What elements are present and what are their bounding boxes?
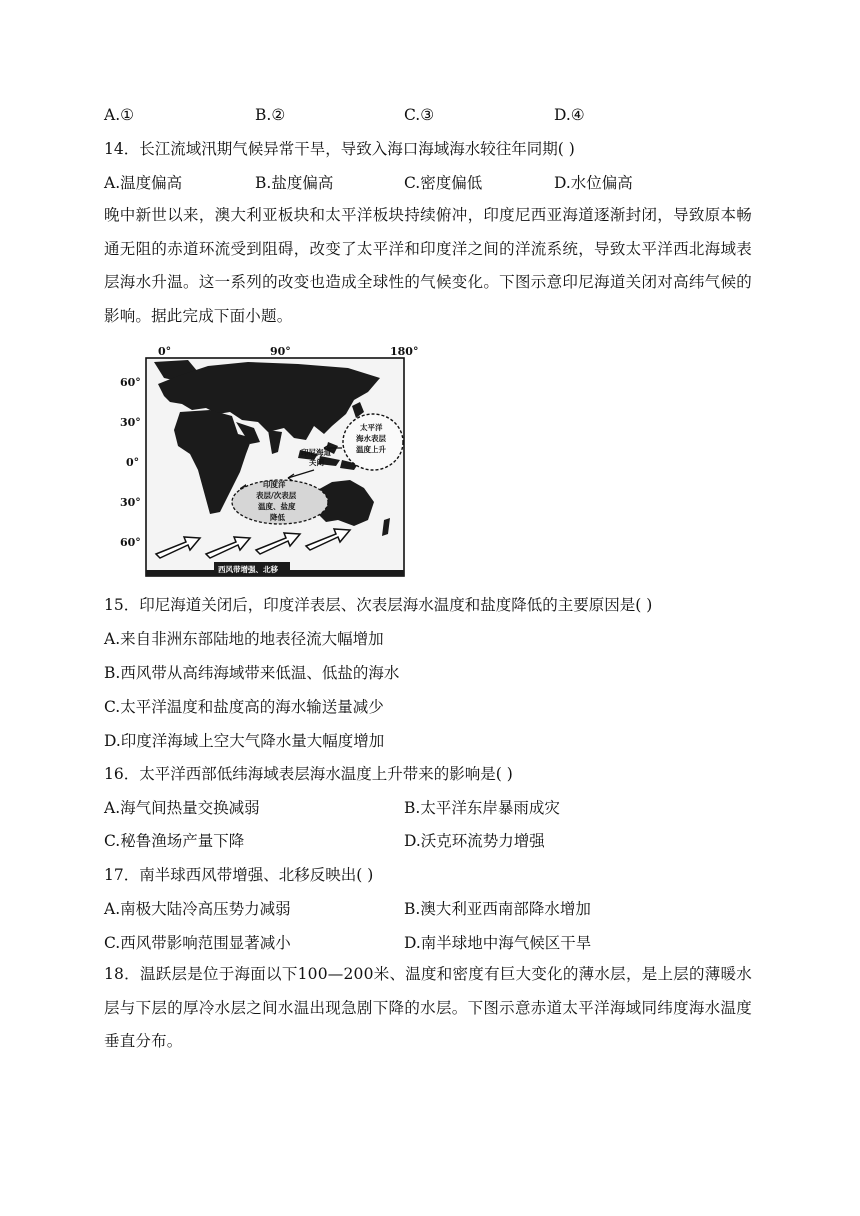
indian-label-line2: 表层/次表层 [256,491,297,500]
pacific-label-line2: 海水表层 [356,434,386,443]
passage-text: 晚中新世以来，澳大利亚板块和太平洋板块持续俯冲，印度尼西亚海道逐渐封闭，导致原本畅通无阻的赤道环流受到阻碍，改变了太平洋和印度洋之间的洋流系统，导致太平洋西北海域表层海水升温。这一系列的改变也造成全球性的气候变化。下图示意印尼海道关闭对高纬气候的影响。据此完成下面小题。 [104,206,752,325]
lat-label-30s: 30° [120,496,141,509]
lon-label-90: 90° [270,345,291,358]
q17-option-d: D.南半球地中海气候区干旱 [404,934,592,952]
q17-option-a: A.南极大陆冷高压势力减弱 [104,900,291,918]
q14-option-d: D.水位偏高 [554,174,633,192]
lat-label-60s: 60° [120,536,141,549]
q16-option-d: D.沃克环流势力增强 [404,832,545,850]
q18-text: 18．温跃层是位于海面以下100—200米、温度和密度有巨大变化的薄水层，是上层的薄暖水层与下层的厚冷水层之间水温出现急剧下降的水层。下图示意赤道太平洋海域同纬度海水温度垂直分布。 [104,965,752,1050]
lat-label-0: 0° [126,456,140,469]
q14-stem: 14．长江流域汛期气候异常干旱，导致入海口海域海水较往年同期( ) [104,140,575,158]
lon-label-0: 0° [158,345,172,358]
westerly-label: 西风带增强、北移 [218,565,278,574]
lon-label-180: 180° [390,345,419,358]
strait-label-line1: 印尼海道 [301,448,331,457]
q16-option-b: B.太平洋东岸暴雨成灾 [404,799,560,817]
q13-option-a: A.① [104,106,135,124]
indian-label-line4: 降低 [270,513,285,522]
q14-option-c: C.密度偏低 [404,174,483,192]
q13-option-b: B.② [255,106,286,124]
lat-label-60n: 60° [120,376,141,389]
q16-stem: 16．太平洋西部低纬海域表层海水温度上升带来的影响是( ) [104,765,513,783]
q16-option-c: C.秘鲁渔场产量下降 [104,832,245,850]
indian-label-line1: 印度洋 [263,480,286,489]
pacific-label-line3: 温度上升 [356,445,386,454]
q15-option-b: B.西风带从高纬海域带来低温、低盐的海水 [104,664,400,682]
world-map [118,342,419,580]
q17-option-b: B.澳大利亚西南部降水增加 [404,900,591,918]
strait-label-line2: 关闭 [309,458,324,467]
q15-option-c: C.太平洋温度和盐度高的海水输送量减少 [104,698,384,716]
q15-option-d: D.印度洋海域上空大气降水量大幅度增加 [104,732,385,750]
q15-stem: 15．印尼海道关闭后，印度洋表层、次表层海水温度和盐度降低的主要原因是( ) [104,596,653,614]
q13-option-d: D.④ [554,106,585,124]
q14-option-b: B.盐度偏高 [255,174,334,192]
q13-option-c: C.③ [404,106,435,124]
q14-option-a: A.温度偏高 [104,174,183,192]
indian-label-line3: 温度、盐度 [258,502,296,511]
lat-label-30n: 30° [120,416,141,429]
map-figure [118,342,419,580]
q17-option-c: C.西风带影响范围显著减小 [104,934,291,952]
q17-stem: 17．南半球西风带增强、北移反映出( ) [104,866,374,884]
pacific-label-line1: 太平洋 [360,423,383,432]
q16-option-a: A.海气间热量交换减弱 [104,799,260,817]
q15-option-a: A.来自非洲东部陆地的地表径流大幅增加 [104,630,384,648]
